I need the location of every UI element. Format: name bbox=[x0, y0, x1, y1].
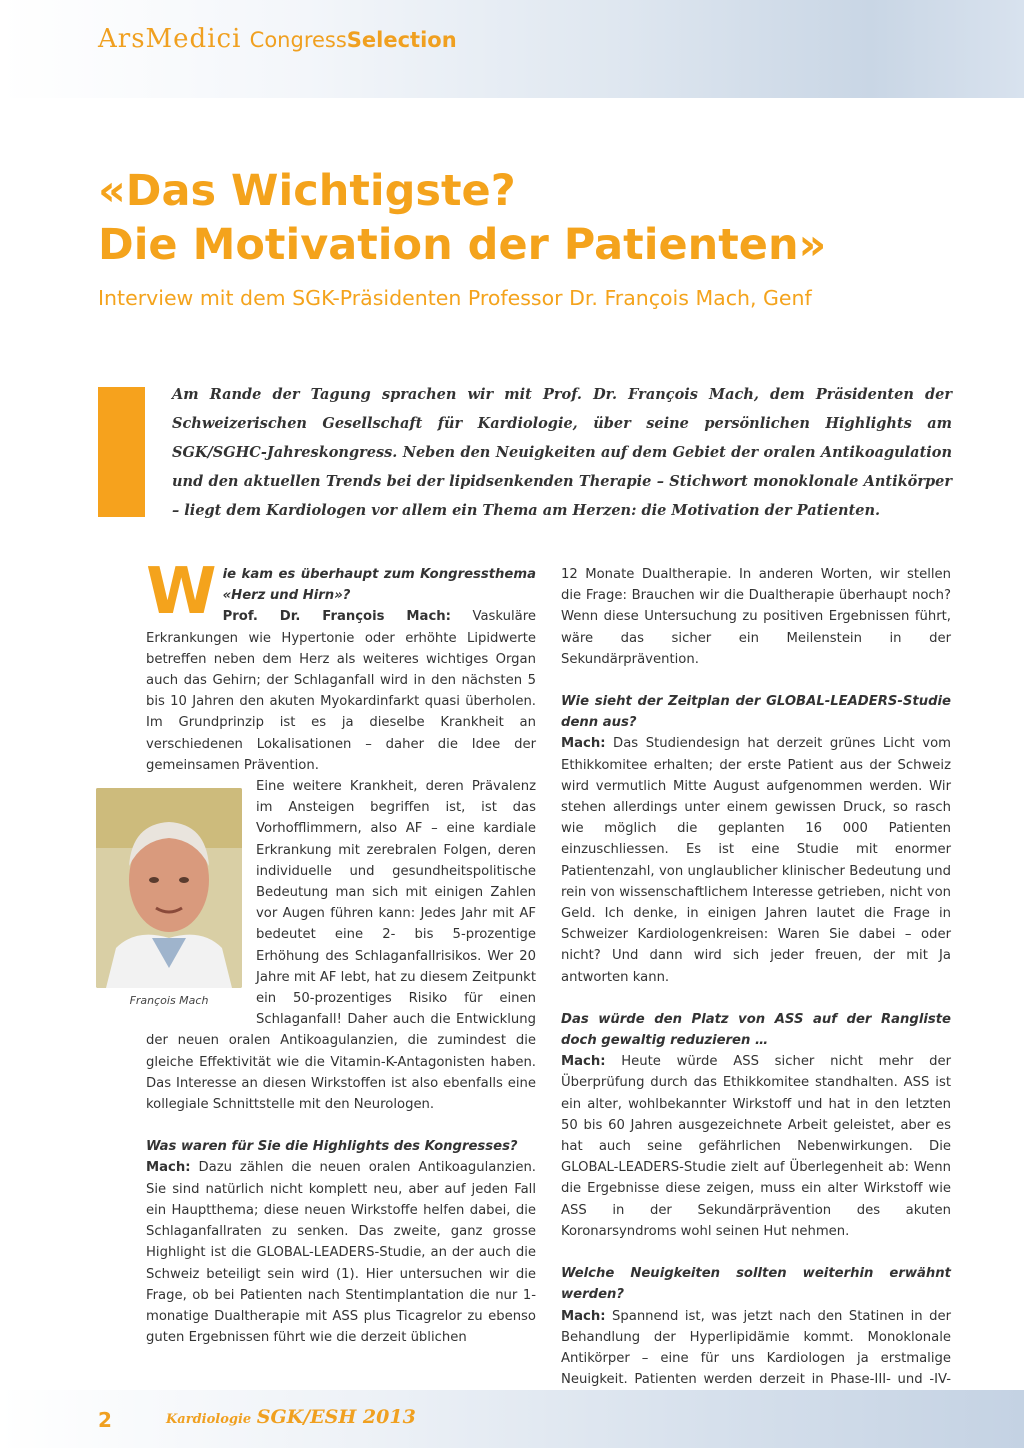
article-subtitle: Interview mit dem SGK-Präsidenten Professor Dr. François Mach, Genf bbox=[98, 286, 812, 310]
question-3: Wie sieht der Zeitplan der GLOBAL-LEADERS-Studie denn aus? bbox=[561, 694, 951, 731]
title-line-2: Die Motivation der Patienten» bbox=[98, 220, 827, 270]
paragraph: Eine weitere Krankheit, deren Prävalenz im Ansteigen begriffen ist, ist das Vorhofflimmern, also AF – eine kardiale Erkrankung mit zerebralen Folgen, deren individuelle und gesundheitspolitische Bedeutung man sich mit einigen Zahlen vor Augen führen kann: Jedes Jahr mit AF bedeutet eine 2- bis 5-prozentige Erhöhung des Schlaganfallrisikos. Wer 20 Jahre mit AF lebt, hat zu diesem Zeitpunkt ein 50-prozentiges Risiko für einen Schlaganfall! Daher auch die Entwicklung der neuen oralen Antikoagulanzien, die zumindest die gleiche Effektivität wie die Vitamin-K-Antagonisten haben. Das Interesse an diesen Wirkstoffen ist also ebenfalls eine kollegiale Schnittstelle mit den Neurologen. bbox=[146, 779, 536, 1113]
left-column bbox=[129, 555, 536, 1348]
paragraph bbox=[146, 1136, 536, 1348]
question-5: Welche Neuigkeiten sollten weiterhin erwähnt werden? bbox=[561, 1266, 951, 1303]
question-1: ie kam es überhaupt zum Kongressthema «Herz und Hirn»? bbox=[222, 567, 536, 604]
question-2: Was waren für Sie die Highlights des Kongresses? bbox=[146, 1139, 518, 1155]
answer-text: Dazu zählen die neuen oralen Antikoagulanzien. Sie sind natürlich nicht komplett neu, aber auf jeden Fall ein Hauptthema; diese neuen Wirkstoffe helfen dabei, die Schlaganfallraten zu senken. Das zweite, ganz grosse Highlight ist die GLOBAL-LEADERS-Studie, an der auch die Schweiz beteiligt sein wird (1). Hier untersuchen wir die Frage, ob bei Patienten nach Stentimplantation die nur 1-monatige Dualtherapie mit ASS plus Ticagrelor zu ebenso guten Ergebnissen führt wie die derzeit üblichen bbox=[146, 1160, 536, 1346]
brand-logo bbox=[98, 24, 457, 54]
drop-cap: W bbox=[146, 555, 217, 629]
speaker-label: Prof. Dr. François Mach: bbox=[222, 609, 451, 625]
footer-section: Kardiologie bbox=[166, 1412, 252, 1427]
question-4: Das würde den Platz von ASS auf der Rangliste doch gewaltig reduzieren … bbox=[561, 1011, 951, 1049]
answer-text: Spannend ist, was jetzt nach den Statinen in der Behandlung der Hyperlipidämie kommt. Monoklonale Antikörper – eine für uns Kardiologen ja erstmalige Neuigkeit. Patienten werden derzeit in Phase-III- und -IV- bbox=[561, 1308, 951, 1388]
speaker-label: Mach: bbox=[146, 1160, 191, 1176]
portrait-photo bbox=[96, 788, 242, 988]
footer-band bbox=[0, 1390, 1024, 1448]
answer-text: Heute würde ASS sicher nicht mehr der Überprüfung durch das Ethikkomitee standhalten. ASS ist ein alter, wohlbekannter Wirkstoff und hat in den letzten 50 bis 60 Jahren ausgezeichnete Arbeit geleistet, aber es hat auch seine gefährlichen Nebenwirkungen. Die GLOBAL-LEADERS-Studie zielt auf Überlegenheit ab: Wenn die Ergebnisse diese zeigen, muss ein alter Wirkstoff wie ASS in der Sekundärprävention des akuten Koronarsyndroms wohl seinen Hut nehmen. bbox=[561, 1054, 951, 1239]
footer-publication bbox=[166, 1406, 416, 1428]
article-title bbox=[98, 164, 978, 272]
paragraph bbox=[146, 555, 536, 776]
paragraph bbox=[561, 1009, 951, 1242]
photo-caption: François Mach bbox=[129, 994, 209, 1008]
title-line-1: «Das Wichtigste? bbox=[98, 166, 516, 216]
footer-issue: SGK/ESH 2013 bbox=[256, 1406, 416, 1428]
ars-medici-logo: ArsMedici bbox=[98, 24, 242, 54]
speaker-label: Mach: bbox=[561, 1054, 606, 1070]
intro-accent-bar bbox=[98, 387, 145, 517]
right-column bbox=[561, 564, 951, 1412]
portrait-illustration bbox=[96, 788, 242, 988]
paragraph bbox=[561, 691, 951, 988]
speaker-label: Mach: bbox=[561, 1308, 606, 1324]
lead-paragraph: Am Rande der Tagung sprachen wir mit Prof. Dr. François Mach, dem Präsidenten der Schweizerischen Gesellschaft für Kardiologie, über seine persönlichen Highlights am SGK/SGHC-Jahreskongress. Neben den Neuigkeiten auf dem Gebiet der oralen Antikoagulation und den aktuellen Trends bei der lipidsenkenden Therapie – Stichwort monoklonale Antikörper – liegt dem Kardiologen vor allem ein Thema am Herzen: die Motivation der Patienten. bbox=[172, 386, 952, 519]
answer-text: Vaskuläre Erkrankungen wie Hypertonie oder erhöhte Lipidwerte betreffen neben dem Herz als weiteres wichtiges Organ auch das Gehirn; der Schlaganfall wird in den nächsten 5 bis 10 Jahren den akuten Myokardinfarkt quasi überholen. Im Grundprinzip ist es ja dieselbe Krankheit an verschiedenen Lokalisationen – daher die Idee der gemeinsamen Prävention. bbox=[146, 609, 536, 773]
speaker-label: Mach: bbox=[561, 736, 606, 752]
answer-text: Das Studiendesign hat derzeit grünes Licht vom Ethikkomitee erhalten; der erste Patient aus der Schweiz wird vermutlich Mitte August aufgenommen werden. Wir stehen allerdings unter einem gewissen Druck, so rasch wie möglich die geplanten 16 000 Patienten einzuschliessen. Es ist eine Studie mit enormer Patientenzahl, von unglaublicher klinischer Bedeutung und rein von wissenschaftlichem Interesse getrieben, nicht von Geld. Ich denke, in einigen Jahren lautet die Frage in Schweizer Kardiologenkreisen: Waren Sie dabei – oder nicht? Und dann wird sich jeder freuen, der mit Ja antworten kann. bbox=[561, 736, 951, 985]
paragraph: 12 Monate Dualtherapie. In anderen Worten, wir stellen die Frage: Brauchen wir die Dualtherapie überhaupt noch? Wenn diese Untersuchung zu positiven Ergebnissen führt, wäre das sicher ein Meilenstein in der Sekundärprävention. bbox=[561, 567, 951, 667]
congress-selection-label: CongressSelection bbox=[249, 28, 457, 52]
page-number: 2 bbox=[98, 1408, 112, 1432]
